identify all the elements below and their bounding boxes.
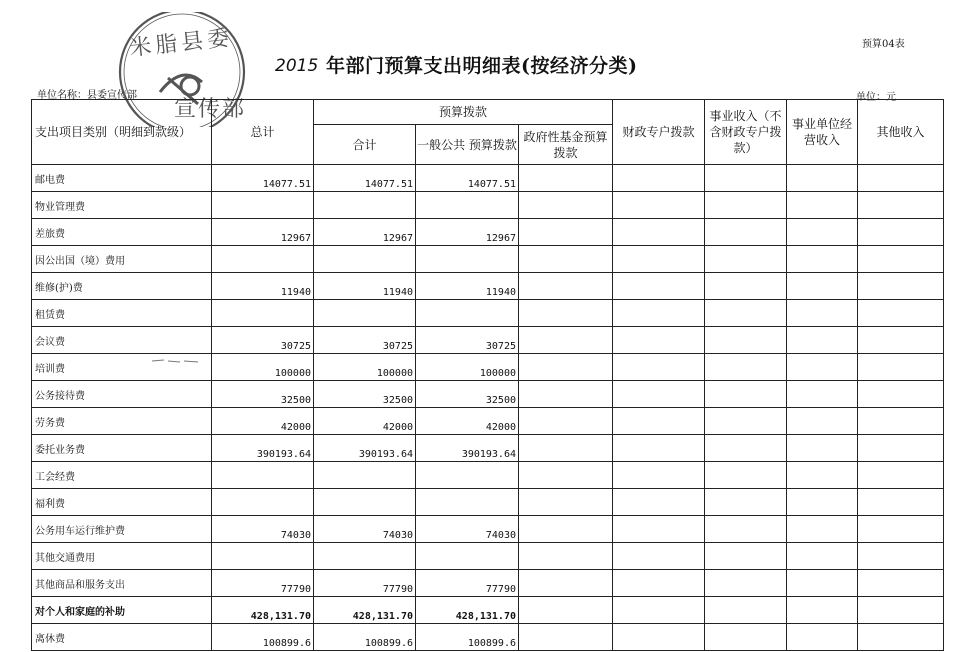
row-business-income [787,273,858,300]
row-sum: 30725 [314,327,416,354]
row-special [613,354,705,381]
row-total: 30725 [212,327,314,354]
row-general: 74030 [416,516,519,543]
row-total: 14077.51 [212,165,314,192]
table-row [32,246,944,273]
row-business-income [787,381,858,408]
row-other-income [858,570,944,597]
page-title: 年部门预算支出明细表(按经济分类) [326,55,638,77]
row-sum: 390193.64 [314,435,416,462]
row-general [416,192,519,219]
row-other-income [858,192,944,219]
row-sum: 74030 [314,516,416,543]
table-row [32,624,944,651]
row-career-income [705,300,787,327]
table-row [32,516,944,543]
handwritten-year: 2015 [275,56,319,76]
row-sum: 32500 [314,381,416,408]
row-name: 公务用车运行维护费 [32,516,212,543]
row-total [212,462,314,489]
row-business-income [787,570,858,597]
table-row [32,300,944,327]
row-sum: 428,131.70 [314,597,416,624]
row-business-income [787,435,858,462]
row-general: 100899.6 [416,624,519,651]
row-special [613,489,705,516]
row-name: 福利费 [32,489,212,516]
row-name: 对个人和家庭的补助 [32,597,212,624]
row-career-income [705,246,787,273]
row-total: 77790 [212,570,314,597]
row-special [613,624,705,651]
row-career-income [705,381,787,408]
table-row [32,543,944,570]
row-other-income [858,489,944,516]
row-business-income [787,462,858,489]
row-total [212,192,314,219]
header-category: 支出项目类别（明细到款级） [32,100,212,165]
row-sum [314,246,416,273]
row-sum [314,192,416,219]
row-business-income [787,516,858,543]
row-special [613,246,705,273]
row-business-income [787,597,858,624]
row-other-income [858,354,944,381]
row-fund [519,435,613,462]
table-row [32,354,944,381]
row-general: 32500 [416,381,519,408]
row-general: 42000 [416,408,519,435]
row-special [613,462,705,489]
row-general: 11940 [416,273,519,300]
row-business-income [787,192,858,219]
row-career-income [705,327,787,354]
row-fund [519,354,613,381]
row-special [613,435,705,462]
seal-top-text: 米脂县委 [128,25,235,62]
header-budget-group: 预算拨款 [314,100,613,125]
row-career-income [705,165,787,192]
header-sum: 合计 [314,125,416,165]
row-general [416,543,519,570]
table-row [32,597,944,624]
row-sum [314,462,416,489]
row-general: 14077.51 [416,165,519,192]
row-total [212,543,314,570]
row-other-income [858,381,944,408]
row-total: 42000 [212,408,314,435]
row-fund [519,408,613,435]
row-career-income [705,516,787,543]
row-sum: 100899.6 [314,624,416,651]
row-total: 12967 [212,219,314,246]
row-general: 428,131.70 [416,597,519,624]
row-fund [519,597,613,624]
row-fund [519,273,613,300]
row-general [416,462,519,489]
row-name: 其他商品和服务支出 [32,570,212,597]
row-name: 劳务费 [32,408,212,435]
row-fund [519,489,613,516]
row-total: 390193.64 [212,435,314,462]
row-name: 培训费 [32,354,212,381]
row-name: 会议费 [32,327,212,354]
table-row [32,408,944,435]
header-business-income: 事业单位经营收入 [787,100,858,165]
row-other-income [858,462,944,489]
row-fund [519,543,613,570]
row-fund [519,300,613,327]
row-fund [519,219,613,246]
row-business-income [787,246,858,273]
row-total: 100899.6 [212,624,314,651]
unit-name: 单位名称：县委宣传部 [37,90,137,101]
row-total: 74030 [212,516,314,543]
table-row [32,489,944,516]
row-career-income [705,624,787,651]
row-fund [519,624,613,651]
row-other-income [858,246,944,273]
row-fund [519,246,613,273]
row-name: 公务接待费 [32,381,212,408]
row-total: 11940 [212,273,314,300]
row-sum [314,489,416,516]
row-sum: 11940 [314,273,416,300]
row-business-income [787,327,858,354]
row-sum: 12967 [314,219,416,246]
row-business-income [787,543,858,570]
row-fund [519,381,613,408]
row-fund [519,327,613,354]
row-name: 因公出国（境）费用 [32,246,212,273]
row-special [613,516,705,543]
row-total: 428,131.70 [212,597,314,624]
row-sum: 14077.51 [314,165,416,192]
row-career-income [705,597,787,624]
row-other-income [858,327,944,354]
row-other-income [858,408,944,435]
row-sum [314,300,416,327]
row-career-income [705,219,787,246]
row-sum: 77790 [314,570,416,597]
header-special: 财政专户拨款 [613,100,705,165]
seal-bottom-text: 宣传部 [173,97,247,122]
row-special [613,543,705,570]
row-career-income [705,273,787,300]
row-total: 32500 [212,381,314,408]
row-career-income [705,462,787,489]
row-business-income [787,219,858,246]
currency-unit: 单位：元 [856,92,896,103]
row-special [613,300,705,327]
row-business-income [787,165,858,192]
row-fund [519,192,613,219]
row-business-income [787,354,858,381]
row-career-income [705,354,787,381]
row-general: 77790 [416,570,519,597]
row-name: 差旅费 [32,219,212,246]
row-name: 其他交通费用 [32,543,212,570]
expenditure-table [31,99,944,651]
row-special [613,273,705,300]
row-name: 离休费 [32,624,212,651]
row-other-income [858,435,944,462]
row-sum [314,543,416,570]
row-total [212,489,314,516]
row-total [212,300,314,327]
row-name: 邮电费 [32,165,212,192]
table-row [32,462,944,489]
row-special [613,408,705,435]
table-row [32,570,944,597]
row-business-income [787,300,858,327]
row-general: 30725 [416,327,519,354]
row-fund [519,165,613,192]
row-special [613,597,705,624]
row-general [416,246,519,273]
row-special [613,327,705,354]
row-other-income [858,165,944,192]
header-other-income: 其他收入 [858,100,944,165]
row-name: 维修(护)费 [32,273,212,300]
row-career-income [705,489,787,516]
row-other-income [858,219,944,246]
row-business-income [787,624,858,651]
row-sum: 42000 [314,408,416,435]
row-name: 工会经费 [32,462,212,489]
row-other-income [858,597,944,624]
row-special [613,219,705,246]
row-career-income [705,408,787,435]
row-career-income [705,192,787,219]
row-special [613,165,705,192]
header-general: 一般公共 预算拨款 [416,125,519,165]
table-row [32,192,944,219]
row-other-income [858,273,944,300]
table-row [32,327,944,354]
row-name: 物业管理费 [32,192,212,219]
table-row [32,381,944,408]
row-business-income [787,408,858,435]
table-row [32,219,944,246]
row-name: 租赁费 [32,300,212,327]
header-fund: 政府性基金预算拨款 [519,125,613,165]
row-business-income [787,489,858,516]
row-general: 100000 [416,354,519,381]
header-career-income: 事业收入（不含财政专户拨款） [705,100,787,165]
row-career-income [705,570,787,597]
row-other-income [858,300,944,327]
row-other-income [858,624,944,651]
row-special [613,192,705,219]
row-general [416,489,519,516]
form-number: 预算04表 [862,39,905,50]
row-total: 100000 [212,354,314,381]
row-general: 12967 [416,219,519,246]
row-special [613,381,705,408]
row-career-income [705,435,787,462]
row-total [212,246,314,273]
row-general [416,300,519,327]
row-career-income [705,543,787,570]
row-fund [519,570,613,597]
row-general: 390193.64 [416,435,519,462]
row-fund [519,462,613,489]
row-other-income [858,543,944,570]
table-row [32,435,944,462]
row-special [613,570,705,597]
header-total: 总计 [212,100,314,165]
row-other-income [858,516,944,543]
row-fund [519,516,613,543]
row-sum: 100000 [314,354,416,381]
row-name: 委托业务费 [32,435,212,462]
table-row [32,165,944,192]
table-row [32,273,944,300]
